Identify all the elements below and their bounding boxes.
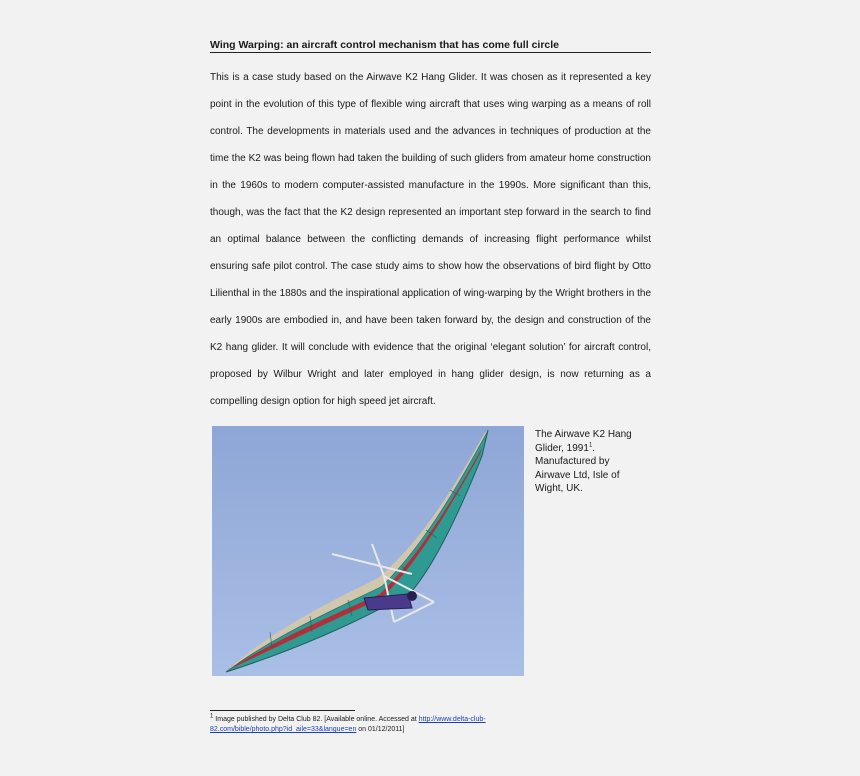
footnote-tail: on 01/12/2011] (356, 726, 405, 733)
footnote-marker: 1 (210, 713, 214, 720)
hang-glider-photo (212, 426, 524, 676)
caption-text: The Airwave K2 Hang Glider, 1991 (535, 429, 632, 454)
caption-footnote-marker: 1 (588, 442, 593, 449)
glider-illustration (212, 426, 524, 676)
footnote (210, 715, 540, 735)
footnote-text: Image published by Delta Club 82. [Available online. Accessed at (213, 716, 419, 723)
page-title: Wing Warping: an aircraft control mechanism that has come full circle (210, 38, 651, 53)
footnote-link[interactable]: http://www.delta-club-82.com/bible/photo.php?id_aile=33&langue=en (210, 716, 486, 733)
footnote-divider (210, 710, 355, 711)
figure-caption (535, 428, 645, 496)
pilot-head (407, 591, 417, 601)
caption-text-rest: . Manufactured by Airwave Ltd, Isle of Wight, UK. (535, 442, 620, 494)
body-paragraph: This is a case study based on the Airwave K2 Hang Glider. It was chosen as it represented a key point in the evolution of this type of flexible wing aircraft that uses wing warping as a means of roll control. The developments in materials used and the advances in techniques of production at the time the K2 was being flown had taken the building of such gliders from amateur home construction in the 1960s to modern computer-assisted manufacture in the 1990s. More significant than this, though, was the fact that the K2 design represented an important step forward in the search to find an optimal balance between the conflicting demands of increasing flight performance whilst ensuring safe pilot control. The case study aims to show how the observations of bird flight by Otto Lilienthal in the 1880s and the inspirational application of wing-warping by the Wright brothers in the early 1900s are embodied in, and have been taken forward by, the design and construction of the K2 hang glider. It will conclude with evidence that the original ‘elegant solution’ for aircraft control, proposed by Wilbur Wright and later employed in hang glider design, is now returning as a compelling design option for high speed jet aircraft. (210, 72, 651, 407)
